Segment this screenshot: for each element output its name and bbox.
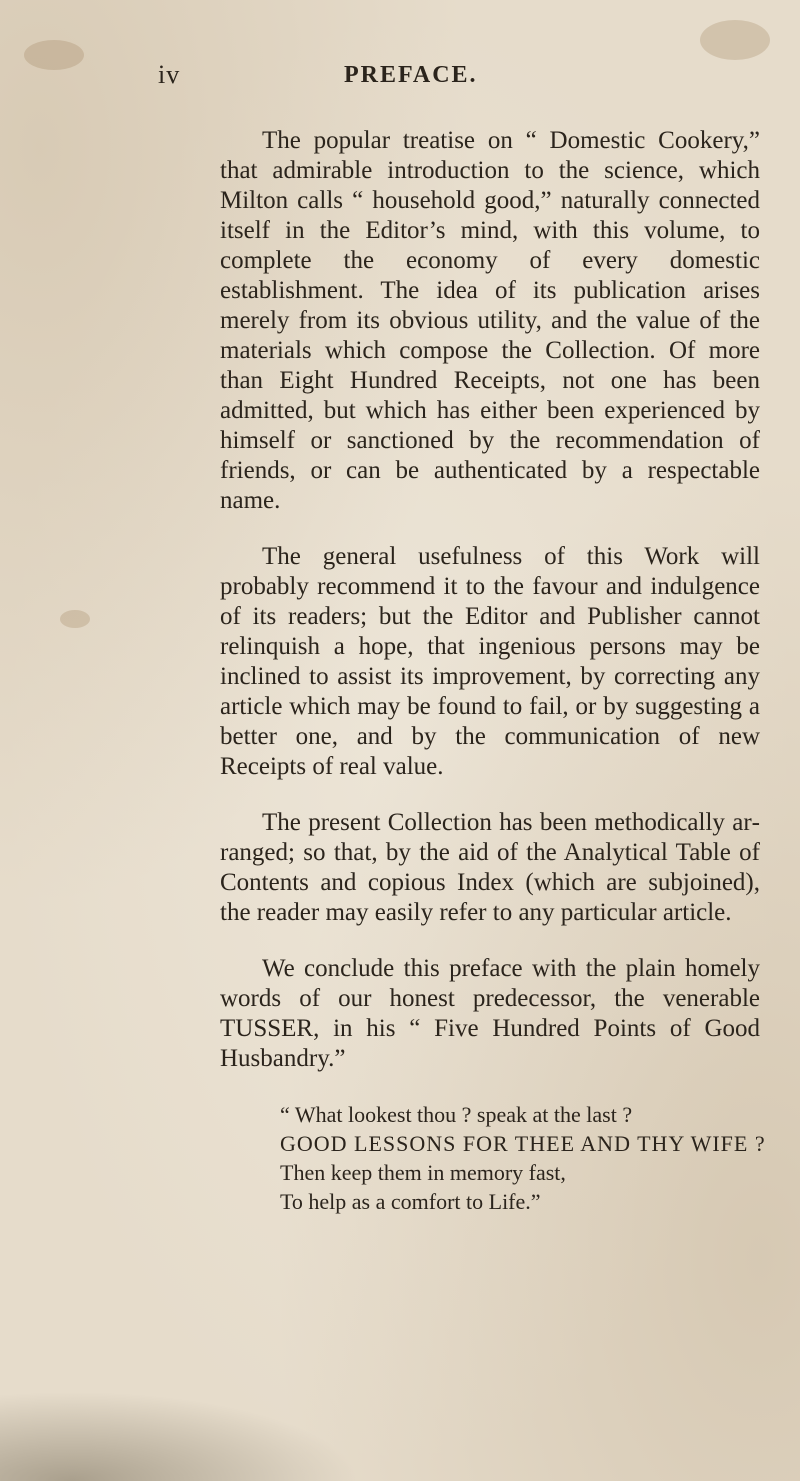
quote-line-1: “ What lookest thou ? speak at the last ? [280,1102,633,1127]
paragraph-3: The present Collection has been methodically arranged; so that, by the aid of the Analytical Table of Contents and copious Index (which are subjoined), the reader may easily refer to any particular article. [220,809,760,926]
foxing-spot [700,20,770,60]
quote-line-3: Then keep them in memory fast, [280,1160,566,1185]
foxing-spot [60,610,90,628]
paragraph-2: The general usefulness of this Work will probably recommend it to the favour and indulgence of its readers; but the Editor and Publisher cannot relinquish a hope, that ingenious persons may be inclined to assist its improvement, by correcting any article which may be found to fail, or by suggesting a better one, and by the communication of new Receipts of real value. [220,543,760,780]
page-number: iv [158,60,181,89]
page-stain [0,1391,360,1481]
paragraph-4: We conclude this preface with the plain homely words of our honest predecessor, the venerable TUSSER, in his “ Five Hundred Points of Good Husbandry.” [220,955,760,1072]
page-header [0,60,800,100]
quote-line-2: GOOD LESSONS FOR THEE AND THY WIFE ? [280,1131,766,1156]
tusser-quotation [220,1100,766,1216]
running-head: PREFACE. [344,62,478,88]
paragraph-1: The popular treatise on “ Domestic Cookery,” that admirable introduction to the science, which Milton calls “ household good,” naturally connected itself in the Editor’s mind, with this volume, to complete the economy of every domestic establishment. The idea of its publication arises merely from its obvious utility, and the value of the materials which compose the Collection. Of more than Eight Hundred Receipts, not one has been admitted, but which has either been experienced by himself or sanctioned by the recommendation of friends, or can be authenticated by a respectable name. [220,127,760,514]
quote-line-4: To help as a comfort to Life.” [280,1189,541,1214]
preface-body [220,126,766,1216]
